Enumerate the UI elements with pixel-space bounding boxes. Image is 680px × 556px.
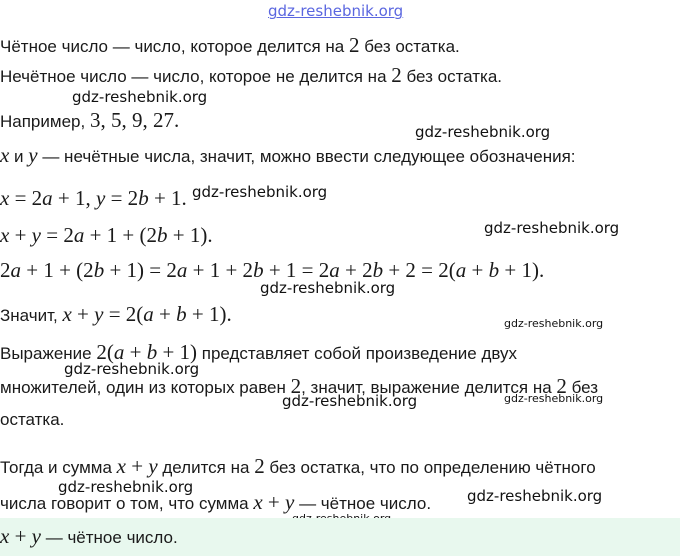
text: — чётное число. <box>41 528 178 547</box>
watermark: gdz-reshebnik.org <box>58 478 194 496</box>
conclusion-line <box>0 302 232 328</box>
watermark: gdz-reshebnik.org <box>504 392 604 405</box>
text: , значит, выражение делится на <box>301 378 557 397</box>
answer-box <box>0 518 680 556</box>
text: — нечётные числа, значит, можно ввести следующее обозначения: <box>37 147 576 166</box>
watermark: gdz-reshebnik.org <box>415 123 551 141</box>
math-number: 2 <box>290 374 302 398</box>
equation-1: x = 2a + 1, y = 2b + 1. <box>0 186 187 210</box>
text: Выражение <box>0 344 97 363</box>
math-number: 2 <box>556 374 567 398</box>
watermark: gdz-reshebnik.org <box>484 219 620 237</box>
text: Чётное число — число, которое делится на <box>0 37 349 56</box>
text: Значит, <box>0 306 63 325</box>
text: — чётное число. <box>294 494 432 513</box>
equation-2: x + y = 2a + 1 + (2b + 1). <box>0 223 213 247</box>
text: без остатка, что по определению чётного <box>264 458 596 477</box>
notation-line: x и y — нечётные числа, значит, можно ввести следующее обозначения: <box>0 143 576 167</box>
sum-line <box>0 454 596 480</box>
math-expression: x + y <box>116 454 158 478</box>
text: без остатка. <box>359 37 460 56</box>
text: делится на <box>157 458 255 477</box>
definition-even <box>0 33 460 59</box>
math-number: 2 <box>254 454 265 478</box>
math-numbers: 3, 5, 9, 27. <box>89 108 180 132</box>
text: остатка. <box>0 410 65 429</box>
watermark: gdz-reshebnik.org <box>282 392 418 410</box>
math-expression: x + y = 2(a + b + 1). <box>62 302 232 326</box>
text: без остатка. <box>401 67 503 86</box>
text: Нечётное число — число, которое не делится на <box>0 67 392 86</box>
watermark: gdz-reshebnik.org <box>260 279 396 297</box>
example-line <box>0 108 179 134</box>
math-number: 2 <box>348 33 360 57</box>
equation-3: 2a + 1 + (2b + 1) = 2a + 1 + 2b + 1 = 2a + 2b + 2 = 2(a + b + 1). <box>0 258 545 282</box>
text: Тогда и сумма <box>0 458 117 477</box>
text: Например, <box>0 112 90 131</box>
watermark: gdz-reshebnik.org <box>467 487 603 505</box>
math-expression: x + y <box>0 524 41 548</box>
text: представляет собой произведение двух <box>197 344 518 363</box>
answer-line <box>0 524 178 550</box>
text: множителей, один из которых равен <box>0 378 291 397</box>
text: без <box>566 378 599 397</box>
math-number: 2 <box>391 63 402 87</box>
definition-odd <box>0 63 502 89</box>
math-expression: 2(a + b + 1) <box>96 340 198 364</box>
remainder-line <box>0 408 64 432</box>
text: и <box>9 147 29 166</box>
watermark: gdz-reshebnik.org <box>64 360 200 378</box>
math-expression: x + y <box>253 490 295 514</box>
watermark: gdz-reshebnik.org <box>72 88 208 106</box>
watermark-top[interactable]: gdz-reshebnik.org <box>268 2 404 20</box>
watermark: gdz-reshebnik.org <box>504 317 604 330</box>
text: числа говорит о том, что сумма <box>0 494 254 513</box>
watermark: gdz-reshebnik.org <box>192 183 328 201</box>
